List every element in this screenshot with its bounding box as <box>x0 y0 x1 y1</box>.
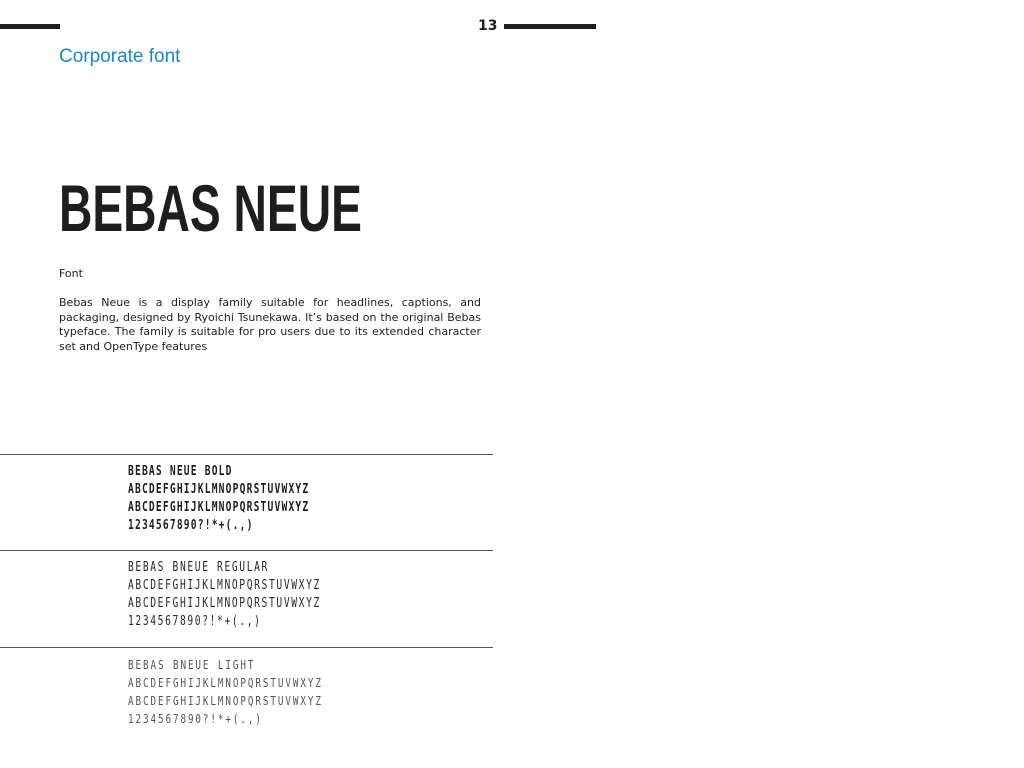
weight-alphabet: ABCDEFGHIJKLMNOPQRSTUVWXYZ <box>128 596 321 611</box>
divider-light <box>0 647 493 648</box>
page-number: 13 <box>478 18 498 34</box>
weight-sample-light <box>128 656 488 728</box>
font-label: Font <box>59 267 83 280</box>
divider-bold <box>0 454 493 455</box>
weight-numbers: 1234567890?!*+(.,) <box>128 518 254 533</box>
weight-numbers: 1234567890?!*+(.,) <box>128 614 262 629</box>
weight-sample-regular <box>128 559 488 631</box>
divider-regular <box>0 550 493 551</box>
header-rule-right <box>504 24 596 29</box>
font-description: Bebas Neue is a display family suitable for headlines, captions, and packaging, designed by Ryoichi Tsunekawa. It’s based on the original Bebas typeface. The family is suitable for pro users due to its extended character set and OpenType features <box>59 296 481 354</box>
weight-alphabet: ABCDEFGHIJKLMNOPQRSTUVWXYZ <box>128 578 321 593</box>
font-name-heading: BEBAS NEUE <box>59 171 362 245</box>
weight-title: BEBAS BNEUE LIGHT <box>128 657 256 672</box>
header-rule-left <box>0 24 60 29</box>
section-title: Corporate font <box>59 46 181 67</box>
weight-sample-bold <box>128 463 488 535</box>
weight-numbers: 1234567890?!*+(.,) <box>128 711 263 726</box>
weight-alphabet: ABCDEFGHIJKLMNOPQRSTUVWXYZ <box>128 675 323 690</box>
weight-alphabet: ABCDEFGHIJKLMNOPQRSTUVWXYZ <box>128 500 310 515</box>
weight-title: BEBAS NEUE BOLD <box>128 464 233 479</box>
weight-alphabet: ABCDEFGHIJKLMNOPQRSTUVWXYZ <box>128 693 323 708</box>
weight-alphabet: ABCDEFGHIJKLMNOPQRSTUVWXYZ <box>128 482 310 497</box>
weight-title: BEBAS BNEUE REGULAR <box>128 560 269 575</box>
